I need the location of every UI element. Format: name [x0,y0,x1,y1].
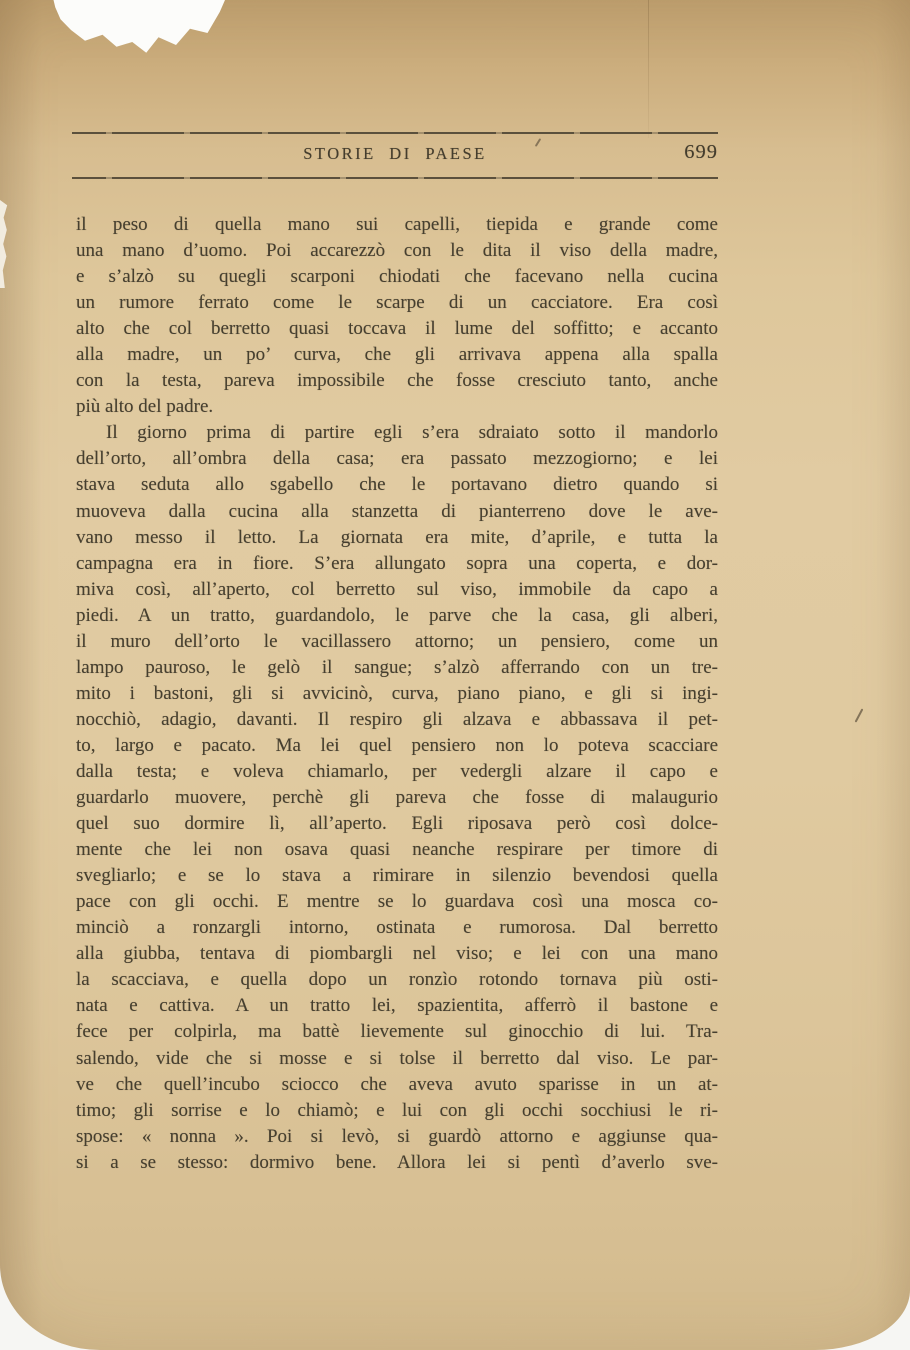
paper-crease [648,0,649,138]
text-line: si a se stesso: dormivo bene. Allora lei si pentì d’averlo sve- [76,1151,718,1173]
text-line: alla giubba, tentava di piombargli nel viso; e lei con una mano [76,943,718,965]
text-line: vano messo il letto. La giornata era mite, d’aprile, e tutta la [76,526,718,548]
text-line: quel suo dormire lì, all’aperto. Egli riposava però così dolce- [76,813,718,835]
page-body-text [76,212,718,1176]
text-line: muoveva dalla cucina alla stanzetta di pianterreno dove le ave- [76,500,718,522]
text-line: svegliarlo; e se lo stava a rimirare in silenzio bevendosi quella [76,865,718,887]
text-line: miva così, all’aperto, col berretto sul viso, immobile da capo a [76,578,718,600]
text-line: guardarlo muovere, perchè gli pareva che fosse di malaugurio [76,787,718,809]
text-line: ve che quell’incubo sciocco che aveva avuto sparisse in un at- [76,1073,718,1095]
text-line: alto che col berretto quasi toccava il lume del soffitto; e accanto [76,318,718,340]
text-line: la scacciava, e quella dopo un ronzìo rotondo tornava più osti- [76,969,718,991]
text-line: fece per colpirla, ma battè lievemente sul ginocchio di lui. Tra- [76,1021,718,1043]
text-line: minciò a ronzargli intorno, ostinata e rumorosa. Dal berretto [76,917,718,939]
text-line: Il giorno prima di partire egli s’era sdraiato sotto il mandorlo [106,422,718,444]
text-line: il muro dell’orto le vacillassero attorno; un pensiero, come un [76,630,718,652]
text-line: timo; gli sorrise e lo chiamò; e lui con gli occhi socchiusi le ri- [76,1099,718,1121]
header-rule-top [72,132,718,134]
running-head [72,141,718,167]
text-line: alla madre, un po’ curva, che gli arrivava appena alla spalla [76,344,718,366]
page-number: 699 [684,141,718,163]
text-line: dalla testa; e voleva chiamarlo, per vedergli alzare il capo e [76,760,718,782]
text-line: mito i bastoni, gli si avvicinò, curva, piano piano, e gli si ingi- [76,682,718,704]
text-line: il peso di quella mano sui capelli, tiepida e grande come [76,214,718,235]
text-line: con la testa, pareva impossibile che fosse cresciuto tanto, anche [76,370,718,392]
running-title: STORIE DI PAESE [303,144,487,163]
pen-mark-margin [855,708,864,722]
text-line: pace con gli occhi. E mentre se lo guardava così una mosca co- [76,891,718,913]
text-line: più alto del padre. [76,396,214,418]
text-line: piedi. A un tratto, guardandolo, le parve che la casa, gli alberi, [76,604,718,626]
text-line: spose: « nonna ». Poi si levò, si guardò attorno e aggiunse qua- [76,1125,718,1147]
text-line: dell’orto, all’ombra della casa; era passato mezzogiorno; e lei [76,448,718,470]
text-line: un rumore ferrato come le scarpe di un cacciatore. Era così [76,292,718,314]
text-line: nata e cattiva. A un tratto lei, spazientita, afferrò il bastone e [76,995,718,1017]
text-line: stava seduta allo sgabello che le portavano dietro quando si [76,474,718,496]
text-line: nocchiò, adagio, davanti. Il respiro gli alzava e abbassava il pet- [76,708,718,730]
text-line: salendo, vide che si mosse e si tolse il berretto dal viso. Le par- [76,1047,718,1069]
text-line: campagna era in fiore. S’era allungato sopra una coperta, e dor- [76,552,718,574]
text-line: lampo pauroso, le gelò il sangue; s’alzò afferrando con un tre- [76,656,718,678]
header-rule-bottom [72,177,718,179]
text-line: mente che lei non osava quasi neanche respirare per timore di [76,839,718,861]
text-line: to, largo e pacato. Ma lei quel pensiero non lo poteva scacciare [76,734,718,756]
text-line: una mano d’uomo. Poi accarezzò con le dita il viso della madre, [76,240,718,262]
text-line: e s’alzò su quegli scarponi chiodati che facevano nella cucina [76,266,718,288]
